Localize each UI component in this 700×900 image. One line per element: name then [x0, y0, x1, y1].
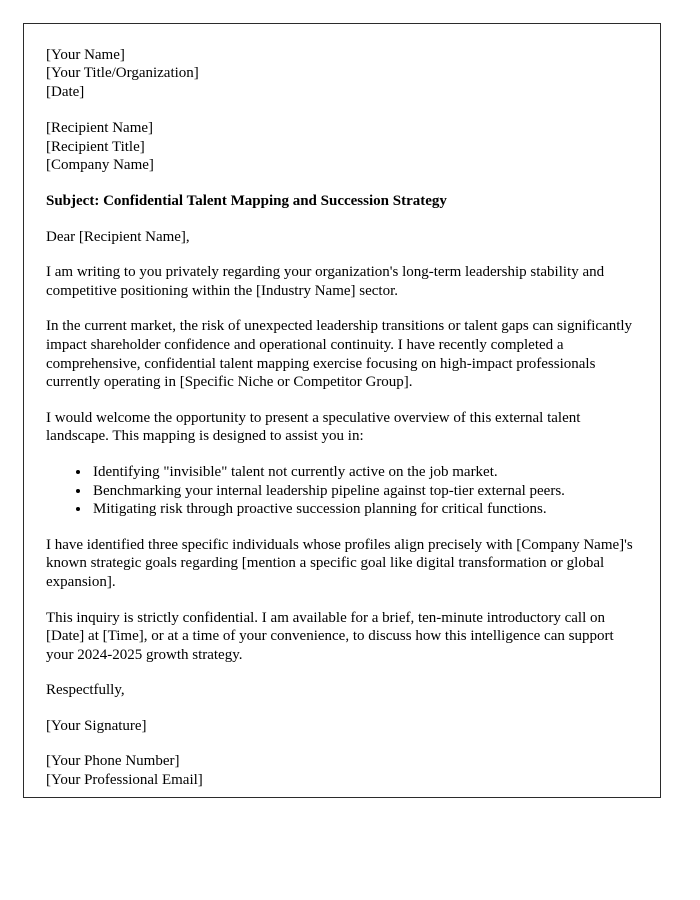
body-paragraph-2: In the current market, the risk of unexpected leadership transitions or talent gaps can significantly impact shareholder confidence and operational continuity. I have recently completed a comprehensive, confidential talent mapping exercise focusing on high-impact professionals currently operating in [Specific Niche or Competitor Group].	[46, 318, 633, 391]
body-paragraph-3: I would welcome the opportunity to present a speculative overview of this external talent landscape. This mapping is designed to assist you in:	[46, 409, 581, 445]
subject-line: Subject: Confidential Talent Mapping and Succession Strategy	[46, 193, 447, 210]
letter-body	[24, 24, 660, 789]
recipient-company: [Company Name]	[46, 157, 154, 174]
letter-page	[23, 23, 661, 798]
contact-email: [Your Professional Email]	[46, 771, 203, 788]
recipient-address-block	[46, 119, 638, 174]
salutation: Dear [Recipient Name],	[46, 228, 190, 245]
body-paragraph-4: I have identified three specific individuals whose profiles align precisely with [Company Name]'s known strategic goals regarding [mention a specific goal like digital transformation or global expansion].	[46, 536, 633, 590]
recipient-name: [Recipient Name]	[46, 120, 154, 137]
list-item: • Benchmarking your internal leadership pipeline against top-tier external peers.	[91, 482, 638, 501]
body-paragraph-5: This inquiry is strictly confidential. I am available for a brief, ten-minute introductory call on [Date] at [Time], or at a time of your convenience, to discuss how this intelligence can support your 2024-2025 growth strategy.	[46, 609, 614, 663]
benefits-bullet-list	[46, 463, 638, 519]
contact-phone: [Your Phone Number]	[46, 753, 180, 770]
recipient-title: [Recipient Title]	[46, 138, 145, 155]
contact-block	[46, 752, 638, 789]
sender-title: [Your Title/Organization]	[46, 65, 199, 82]
closing-salutation: Respectfully,	[46, 682, 125, 699]
body-paragraph-1: I am writing to you privately regarding your organization's long-term leadership stability and competitive positioning within the [Industry Name] sector.	[46, 264, 605, 299]
list-item: • Identifying "invisible" talent not currently active on the job market.	[91, 463, 638, 482]
sender-date: [Date]	[46, 83, 85, 100]
sender-address-block	[46, 46, 638, 101]
sender-name: [Your Name]	[46, 47, 125, 63]
list-item: • Mitigating risk through proactive succession planning for critical functions.	[91, 500, 638, 519]
signature-placeholder: [Your Signature]	[46, 717, 147, 734]
